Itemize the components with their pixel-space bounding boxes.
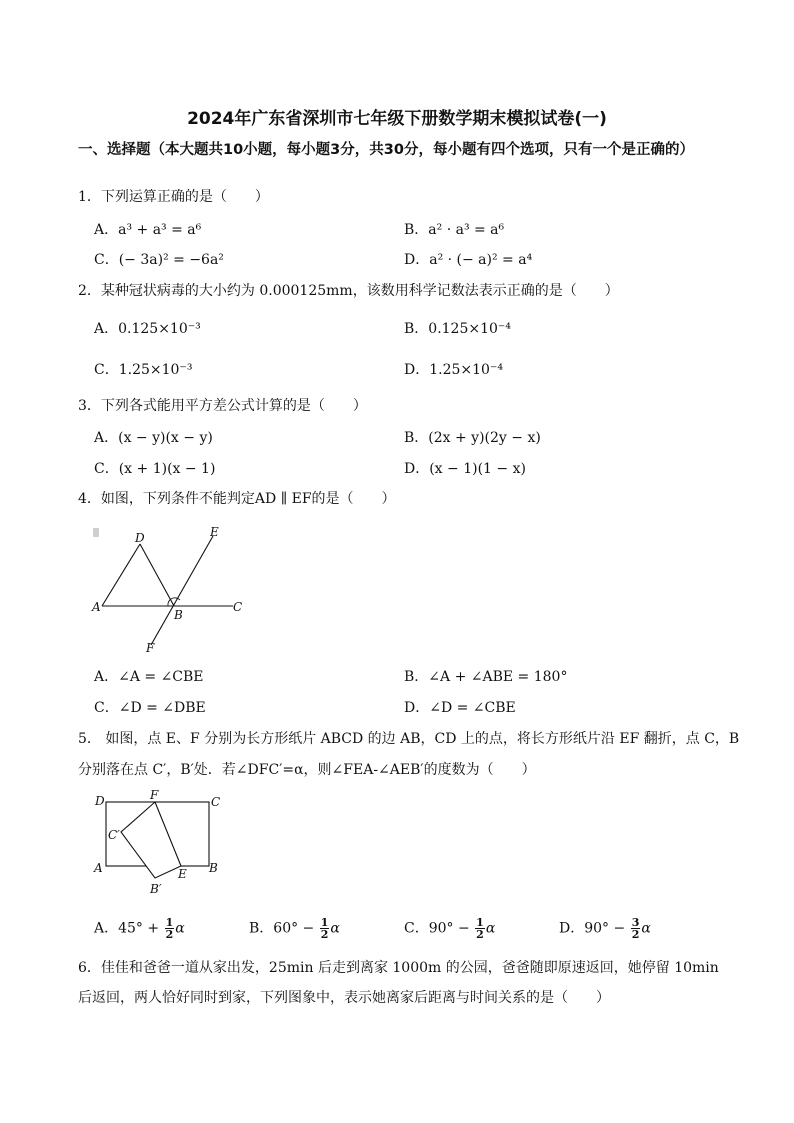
q4-option-a: A．∠A = ∠CBE	[94, 669, 204, 685]
q4-option-d: D．∠D = ∠CBE	[404, 700, 516, 716]
q5-b-numerator: 1	[320, 916, 329, 929]
q2-option-d: D．1.25×10⁻⁴	[404, 362, 503, 378]
q5-b-denominator: 2	[320, 928, 329, 941]
segment-ad	[102, 544, 140, 606]
folded-part	[121, 802, 181, 878]
label-f: F	[150, 788, 159, 802]
q3-option-b: B．(2x + y)(2y − x)	[404, 430, 541, 446]
q1-option-a: A．a³ + a³ = a⁶	[94, 222, 202, 238]
q3-option-c: C．(x + 1)(x − 1)	[94, 461, 216, 477]
segment-db	[140, 544, 174, 606]
q1-option-c: C．(− 3a)² = −6a²	[94, 252, 224, 268]
q5-d-alpha: α	[641, 920, 651, 937]
label-d: D	[135, 531, 145, 545]
q5-c-alpha: α	[485, 920, 496, 937]
line-ef	[151, 536, 213, 645]
q5-c-prefix: C．90° −	[404, 920, 470, 937]
question-6-stem-line2: 后返回，两人恰好同时到家，下列图象中，表示她离家后距离与时间关系的是（ ）	[78, 990, 610, 1006]
q5-d-denominator: 2	[631, 928, 640, 941]
section-heading: 一、选择题（本大题共10小题，每小题3分，共30分，每小题有四个选项，只有一个是正确的）	[78, 142, 694, 158]
q5-a-alpha: α	[175, 920, 185, 937]
label-a: A	[94, 861, 103, 875]
question-6-stem-line1: 6．佳佳和爸爸一道从家出发，25min 后走到离家 1000m 的公园，爸爸随即原速返回，她停留 10min	[78, 960, 719, 976]
label-b: B	[174, 608, 183, 622]
question-2-stem: 2．某种冠状病毒的大小约为 0.000125mm，该数用科学记数法表示正确的是（ ）	[78, 283, 619, 299]
q5-c-numerator: 1	[476, 916, 484, 929]
q1-option-d: D．a² · (− a)² = a⁴	[404, 252, 533, 268]
question-3-stem: 3．下列各式能用平方差公式计算的是（ ）	[78, 398, 367, 414]
q2-option-b: B．0.125×10⁻⁴	[404, 321, 511, 337]
label-c: C	[211, 795, 221, 809]
label-b: B	[209, 861, 218, 875]
label-f: F	[146, 641, 155, 655]
q3-option-a: A．(x − y)(x − y)	[94, 430, 213, 446]
label-e: E	[210, 525, 219, 539]
question-5-stem-line1: 5． 如图，点 E、F 分别为长方形纸片 ABCD 的边 AB，CD 上的点，将长方形纸片沿 EF 翻折，点 C，B	[78, 731, 740, 747]
label-c-prime: C′	[108, 828, 120, 842]
label-d: D	[95, 794, 105, 808]
figure-marker	[93, 528, 99, 537]
q5-option-a	[94, 917, 185, 940]
q5-option-d	[559, 917, 651, 940]
q5-b-fraction	[320, 917, 330, 940]
q2-option-a: A．0.125×10⁻³	[94, 321, 201, 337]
label-a: A	[92, 600, 101, 614]
label-b-prime: B′	[150, 882, 162, 896]
q4-option-b: B．∠A + ∠ABE = 180°	[404, 669, 568, 685]
q5-d-numerator: 3	[631, 916, 640, 929]
q5-d-fraction	[631, 917, 641, 940]
page-title: 2024年广东省深圳市七年级下册数学期末模拟试卷(一)	[187, 109, 607, 129]
q3-option-d: D．(x − 1)(1 − x)	[404, 461, 526, 477]
question-5-stem-line2: 分别落在点 C′，B′处．若∠DFC′=α，则∠FEA-∠AEB′的度数为（ ）	[78, 762, 536, 778]
label-e: E	[178, 867, 187, 881]
q4-figure	[88, 522, 258, 657]
q5-c-fraction	[475, 917, 485, 940]
q5-d-prefix: D．90° −	[559, 920, 626, 937]
q5-figure	[88, 788, 238, 900]
question-4-stem: 4．如图，下列条件不能判定AD ∥ EF的是（ ）	[78, 491, 396, 507]
q5-b-alpha: α	[330, 920, 340, 937]
q5-a-fraction	[165, 917, 175, 940]
q5-a-denominator: 2	[165, 928, 174, 941]
q2-option-c: C．1.25×10⁻³	[94, 362, 193, 378]
q5-option-b	[249, 917, 340, 940]
q5-a-prefix: A．45° +	[94, 920, 160, 937]
q5-c-denominator: 2	[476, 928, 484, 941]
q1-option-b: B．a² · a³ = a⁶	[404, 222, 505, 238]
q5-option-c	[404, 917, 495, 940]
question-1-stem: 1．下列运算正确的是（ ）	[78, 189, 269, 205]
q5-b-prefix: B．60° −	[249, 920, 315, 937]
q4-option-c: C．∠D = ∠DBE	[94, 700, 206, 716]
label-c: C	[233, 600, 243, 614]
q5-a-numerator: 1	[165, 916, 174, 929]
